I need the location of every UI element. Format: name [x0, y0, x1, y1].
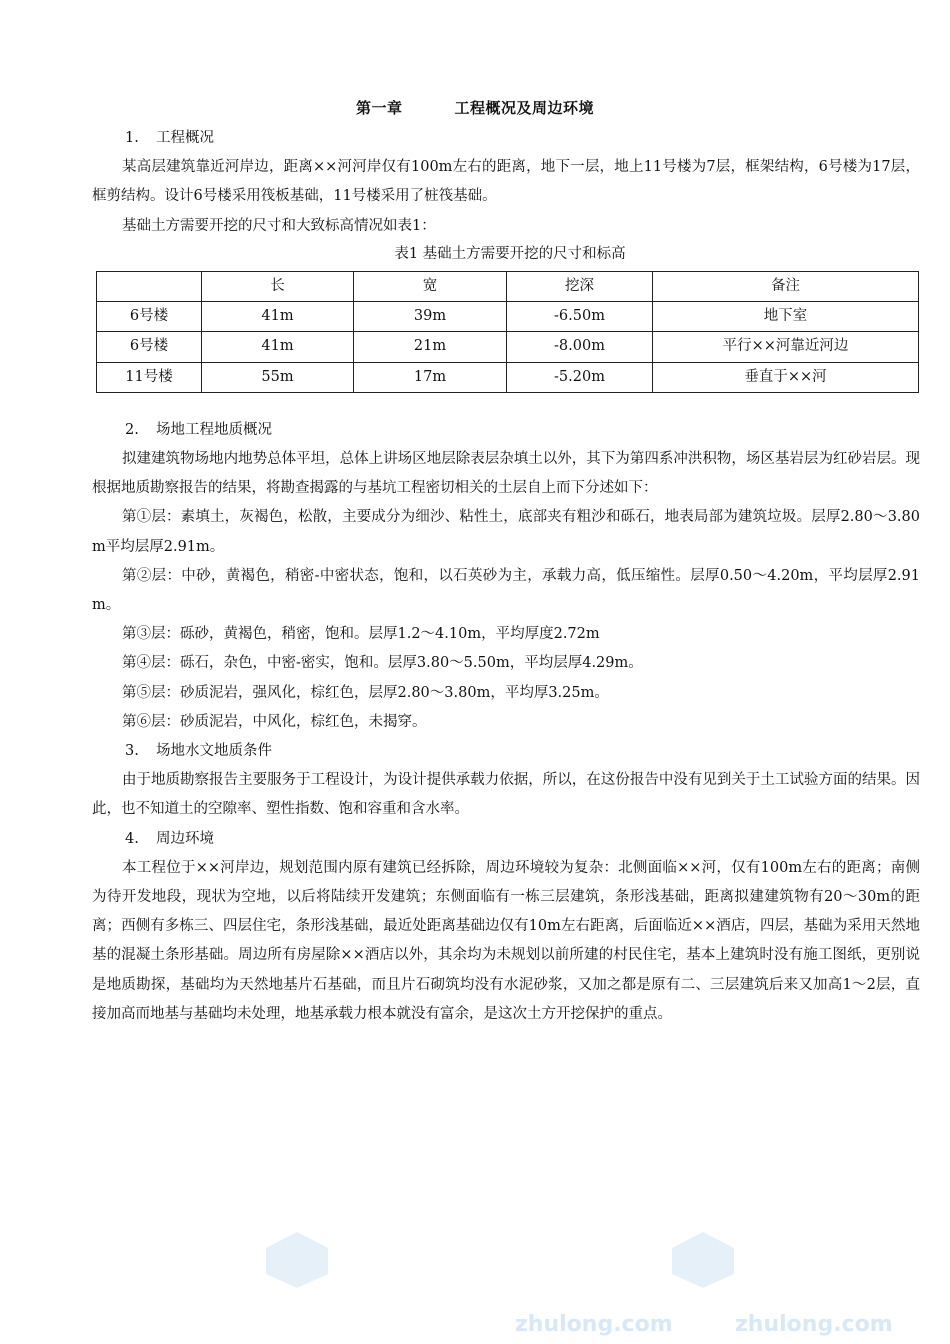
soil-layer-paragraph: 第④层：砾石，杂色，中密-密实，饱和。层厚3.80～5.50m，平均层厚4.29m。 [122, 655, 643, 672]
paragraph: 某高层建筑靠近河岸边，距离××河河岸仅有100m左右的距离，地下一层，地上11号楼为7层，框架结构，6号楼为17层，框剪结构。设计6号楼采用筏板基础，11号楼采用了桩筏基础。 [92, 159, 920, 205]
soil-layer-paragraph: 第②层：中砂，黄褐色，稍密-中密状态，饱和，以石英砂为主，承载力高，低压缩性。层厚0.50～4.20m，平均层厚2.91m。 [92, 567, 920, 614]
table-cell: 21m [354, 332, 507, 362]
table-header-cell: 长 [202, 272, 354, 302]
table-cell: 垂直于××河 [653, 362, 919, 392]
table-cell: -8.00m [507, 332, 653, 362]
table-cell: -6.50m [507, 302, 653, 332]
table-cell: 平行××河靠近河边 [653, 332, 919, 362]
table-row [97, 302, 919, 332]
table-header-cell: 宽 [354, 272, 507, 302]
table-cell: 地下室 [653, 302, 919, 332]
soil-layer-paragraph: 第⑤层：砂质泥岩，强风化，棕红色，层厚2.80～3.80m，平均厚3.25m。 [122, 684, 609, 701]
table-cell: 6号楼 [97, 332, 202, 362]
section-heading-4: 4. 周边环境 [125, 830, 214, 847]
document-body [92, 124, 920, 1029]
watermark-logo-icon [668, 1230, 738, 1290]
table-cell: 11号楼 [97, 362, 202, 392]
excavation-table [96, 271, 919, 393]
table-cell: 41m [202, 302, 354, 332]
paragraph: 由于地质勘察报告主要服务于工程设计，为设计提供承载力依据，所以，在这份报告中没有见到关于土工试验方面的结果。因此，也不知道土的空隙率、塑性指数、饱和容重和含水率。 [92, 772, 920, 818]
table-cell: 17m [354, 362, 507, 392]
table-cell: 39m [354, 302, 507, 332]
paragraph: 本工程位于××河岸边，规划范围内原有建筑已经拆除，周边环境较为复杂：北侧面临××河，仅有100m左右的距离；南侧为待开发地段，现状为空地，以后将陆续开发建筑；东侧面临有一栋三层建筑，条形浅基础，距离拟建建筑物有20～30m的距离；西侧有多栋三、四层住宅，条形浅基础，最近处距离基础边仅有10m左右距离，后面临近××酒店，四层，基础为采用天然地基的混凝土条形基础。周边所有房屋除××酒店以外，其余均为未规划以前所建的村民住宅，基本上建筑时没有施工图纸，更别说是地质勘探，基础均为天然地基片石基础，而且片石砌筑均没有水泥砂浆，又加之都是原有二、三层建筑后来又加高1～2层，直接加高而地基与基础均未处理，地基承载力根本就没有富余，是这次土方开挖保护的重点。 [92, 859, 920, 1022]
section-heading-3: 3. 场地水文地质条件 [125, 743, 272, 760]
watermark-text: zhulong.com [515, 1312, 673, 1337]
table-row [97, 332, 919, 362]
table-row [97, 362, 919, 392]
table-header-cell: 挖深 [507, 272, 653, 302]
paragraph: 拟建建筑物场地内地势总体平坦，总体上讲场区地层除表层杂填土以外，其下为第四系冲洪积物，场区基岩层为红砂岩层。现根据地质勘察报告的结果，将勘查揭露的与基坑工程密切相关的土层自上而下分述如下： [92, 451, 920, 497]
watermark-text: zhulong.com [735, 1312, 893, 1337]
table-caption: 表1 基础土方需要开挖的尺寸和标高 [394, 245, 626, 262]
chapter-name: 工程概况及周边环境 [454, 99, 595, 117]
paragraph: 基础土方需要开挖的尺寸和大致标高情况如表1： [122, 217, 436, 234]
table-header-row [97, 272, 919, 302]
table-header-cell: 备注 [653, 272, 919, 302]
soil-layer-paragraph: 第③层：砾砂，黄褐色，稍密，饱和。层厚1.2～4.10m，平均厚度2.72m [122, 626, 600, 643]
table-cell: 41m [202, 332, 354, 362]
table-cell: 55m [202, 362, 354, 392]
table-cell: -5.20m [507, 362, 653, 392]
watermark-logo-icon [262, 1230, 332, 1290]
soil-layer-paragraph: 第①层：素填土，灰褐色，松散，主要成分为细沙、粘性土，底部夹有粗沙和砾石，地表局部为建筑垃圾。层厚2.80～3.80m平均层厚2.91m。 [92, 509, 920, 555]
soil-layer-paragraph: 第⑥层：砂质泥岩，中风化，棕红色，未揭穿。 [122, 713, 427, 730]
chapter-title [0, 97, 950, 118]
section-heading-1: 1. 工程概况 [125, 130, 214, 146]
table-header-cell [97, 272, 202, 302]
section-heading-2: 2. 场地工程地质概况 [125, 421, 272, 438]
table-cell: 6号楼 [97, 302, 202, 332]
chapter-number: 第一章 [355, 99, 403, 117]
